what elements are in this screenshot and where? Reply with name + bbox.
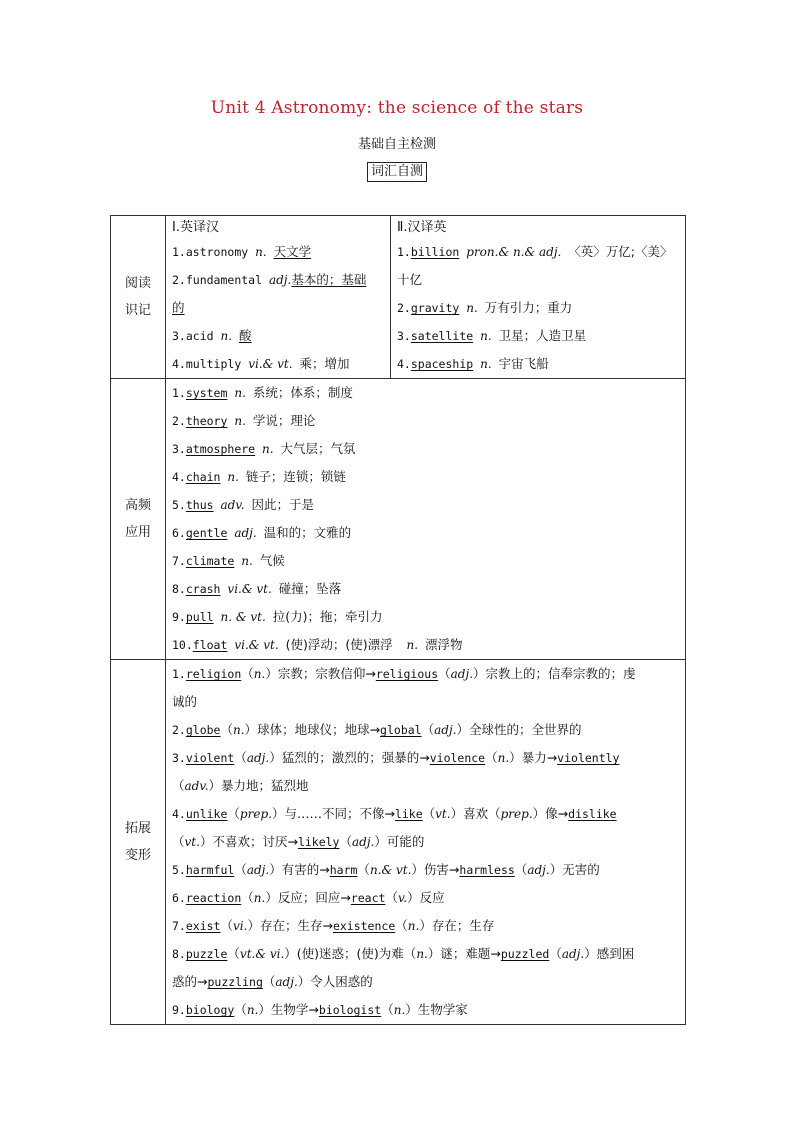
vocab-item: 5.thus adv. 因此；于是	[172, 497, 314, 512]
vocab-item: 9.pull n. & vt. 拉(力)；拖；牵引力	[172, 609, 383, 624]
vocab-item: 1.billion pron.& n.& adj. 〈英〉万亿;〈美〉	[397, 244, 673, 259]
word-family-item-continued: 惑的→puzzling（adj.）令人困惑的	[172, 974, 373, 989]
vocab-item: 10.float vi.& vt. (使)浮动；(使)漂浮 n. 漂浮物	[172, 637, 463, 652]
vocab-item: 2.fundamental adj.基本的；基础	[172, 272, 367, 287]
vocab-item: 4.chain n. 链子；连锁；锁链	[172, 469, 346, 484]
en-to-zh-heading: Ⅰ.英译汉	[172, 220, 219, 235]
word-family-item: 3.violent（adj.）猛烈的；激烈的；强暴的→violence（n.）暴力→violently	[172, 750, 620, 765]
word-family-item: 1.religion（n.）宗教；宗教信仰→religious（adj.）宗教上的；信奉宗教的；虔	[172, 666, 636, 681]
vocab-item: 4.spaceship n. 宇宙飞船	[397, 356, 549, 371]
vocab-item: 1.astronomy n. 天文学	[172, 244, 312, 259]
frequent-words-cell	[166, 379, 686, 660]
vocabulary-table	[110, 215, 686, 1025]
vocab-item: 3.satellite n. 卫星；人造卫星	[397, 328, 587, 343]
vocab-item: 3.acid n. 酸	[172, 328, 252, 343]
expansion-section-row	[111, 660, 686, 1025]
category-label-frequent: 高频 应用	[111, 379, 166, 660]
word-family-item-continued: （adv.）暴力地；猛烈地	[172, 778, 309, 793]
word-family-item: 8.puzzle（vt.& vi.）(使)迷惑；(使)为难（n.）谜；难题→puzzled（adj.）感到困	[172, 946, 635, 961]
en-to-zh-column	[166, 216, 391, 379]
word-family-item: 4.unlike（prep.）与……不同；不像→like（vt.）喜欢（prep.）像→dislike	[172, 806, 617, 821]
reading-section-row	[111, 216, 686, 379]
word-family-item-continued: 诚的	[172, 694, 198, 709]
vocab-item: 8.crash vi.& vt. 碰撞；坠落	[172, 581, 342, 596]
vocab-item: 2.theory n. 学说；理论	[172, 413, 316, 428]
word-family-item: 2.globe（n.）球体；地球仪；地球→global（adj.）全球性的；全世界的	[172, 722, 582, 737]
vocab-item: 7.climate n. 气候	[172, 553, 285, 568]
category-label-expansion: 拓展 变形	[111, 660, 166, 1025]
category-label-reading: 阅读 识记	[111, 216, 166, 379]
vocab-item: 6.gentle adj. 温和的；文雅的	[172, 525, 352, 540]
vocab-item: 3.atmosphere n. 大气层；气氛	[172, 441, 356, 456]
boxed-section-label: 词汇自测	[367, 162, 427, 182]
section-subtitle: 基础自主检测	[357, 137, 436, 152]
word-family-item: 7.exist（vi.）存在；生存→existence（n.）存在；生存	[172, 918, 495, 933]
word-family-item: 5.harmful（adj.）有害的→harm（n.& vt.）伤害→harmless（adj.）无害的	[172, 862, 600, 877]
vocab-item-continued: 的	[172, 300, 185, 315]
zh-to-en-column	[391, 216, 686, 379]
page-title: Unit 4 Astronomy: the science of the stars	[210, 98, 584, 118]
expansion-words-cell	[166, 660, 686, 1025]
vocab-item: 2.gravity n. 万有引力；重力	[397, 300, 573, 315]
zh-to-en-heading: Ⅱ.汉译英	[397, 220, 447, 235]
vocab-item-continued: 十亿	[397, 272, 423, 287]
word-family-item-continued: （vt.）不喜欢；讨厌→likely（adj.）可能的	[172, 834, 425, 849]
vocab-item: 1.system n. 系统；体系；制度	[172, 385, 353, 400]
word-family-item: 6.reaction（n.）反应；回应→react（v.）反应	[172, 890, 445, 905]
word-family-item: 9.biology（n.）生物学→biologist（n.）生物学家	[172, 1002, 468, 1017]
vocab-item: 4.multiply vi.& vt. 乘；增加	[172, 356, 350, 371]
frequent-section-row	[111, 379, 686, 660]
